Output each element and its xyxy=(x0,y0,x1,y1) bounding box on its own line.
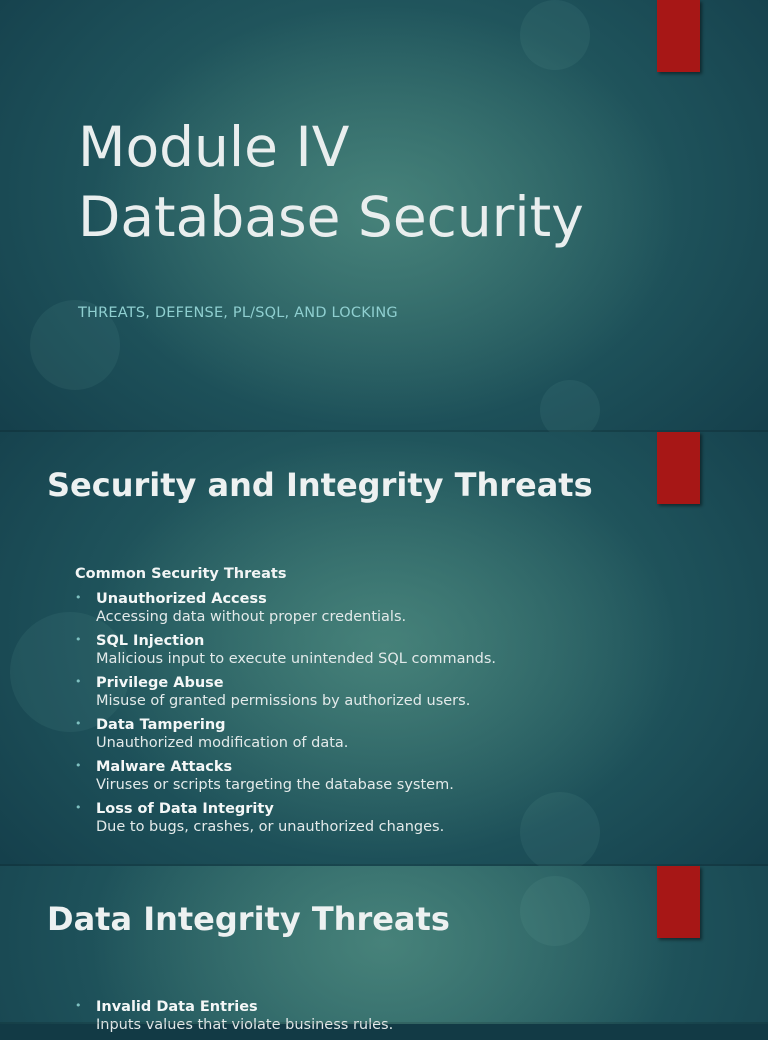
bokeh-light xyxy=(520,792,600,872)
threat-list xyxy=(75,998,393,1040)
title-line-1: Module IV xyxy=(78,115,350,179)
section-label: Common Security Threats xyxy=(75,566,287,582)
title-slide xyxy=(0,0,768,432)
slide-title xyxy=(78,112,584,252)
bullet-icon: • xyxy=(75,633,82,646)
accent-tab xyxy=(657,866,700,938)
threat-description: Accessing data without proper credentials. xyxy=(96,609,407,625)
bullet-icon: • xyxy=(75,999,82,1012)
threat-title: Unauthorized Access xyxy=(96,591,267,607)
list-item xyxy=(75,998,393,1040)
threats-slide xyxy=(0,432,768,866)
slide-heading: Data Integrity Threats xyxy=(47,900,450,938)
threat-title: Data Tampering xyxy=(96,717,226,733)
bullet-icon: • xyxy=(75,801,82,814)
list-item xyxy=(75,800,496,842)
list-item xyxy=(75,674,496,716)
accent-tab xyxy=(657,0,700,72)
list-item xyxy=(75,716,496,758)
slide-subtitle: THREATS, DEFENSE, PL/SQL, AND LOCKING xyxy=(78,305,398,321)
threat-title: SQL Injection xyxy=(96,633,205,649)
threat-description: Misuse of granted permissions by authorized users. xyxy=(96,693,471,709)
threat-description: Inputs values that violate business rules. xyxy=(96,1017,394,1033)
threat-description: Due to bugs, crashes, or unauthorized changes. xyxy=(96,819,445,835)
bokeh-light xyxy=(520,0,590,70)
threat-title: Malware Attacks xyxy=(96,759,233,775)
slide-heading: Security and Integrity Threats xyxy=(47,466,593,504)
bokeh-light xyxy=(540,380,600,440)
bullet-icon: • xyxy=(75,759,82,772)
threat-list xyxy=(75,590,496,842)
accent-tab xyxy=(657,432,700,504)
threat-description: Viruses or scripts targeting the database system. xyxy=(96,777,454,793)
bullet-icon: • xyxy=(75,675,82,688)
integrity-slide xyxy=(0,866,768,1033)
threat-title: Privilege Abuse xyxy=(96,675,224,691)
title-line-2: Database Security xyxy=(78,185,584,249)
bullet-icon: • xyxy=(75,591,82,604)
list-item xyxy=(75,590,496,632)
list-item xyxy=(75,632,496,674)
threat-description: Unauthorized modification of data. xyxy=(96,735,349,751)
threat-title: Invalid Data Entries xyxy=(96,999,258,1015)
bokeh-light xyxy=(520,876,590,946)
bullet-icon: • xyxy=(75,717,82,730)
threat-description: Malicious input to execute unintended SQL commands. xyxy=(96,651,497,667)
list-item xyxy=(75,758,496,800)
threat-title: Loss of Data Integrity xyxy=(96,801,274,817)
